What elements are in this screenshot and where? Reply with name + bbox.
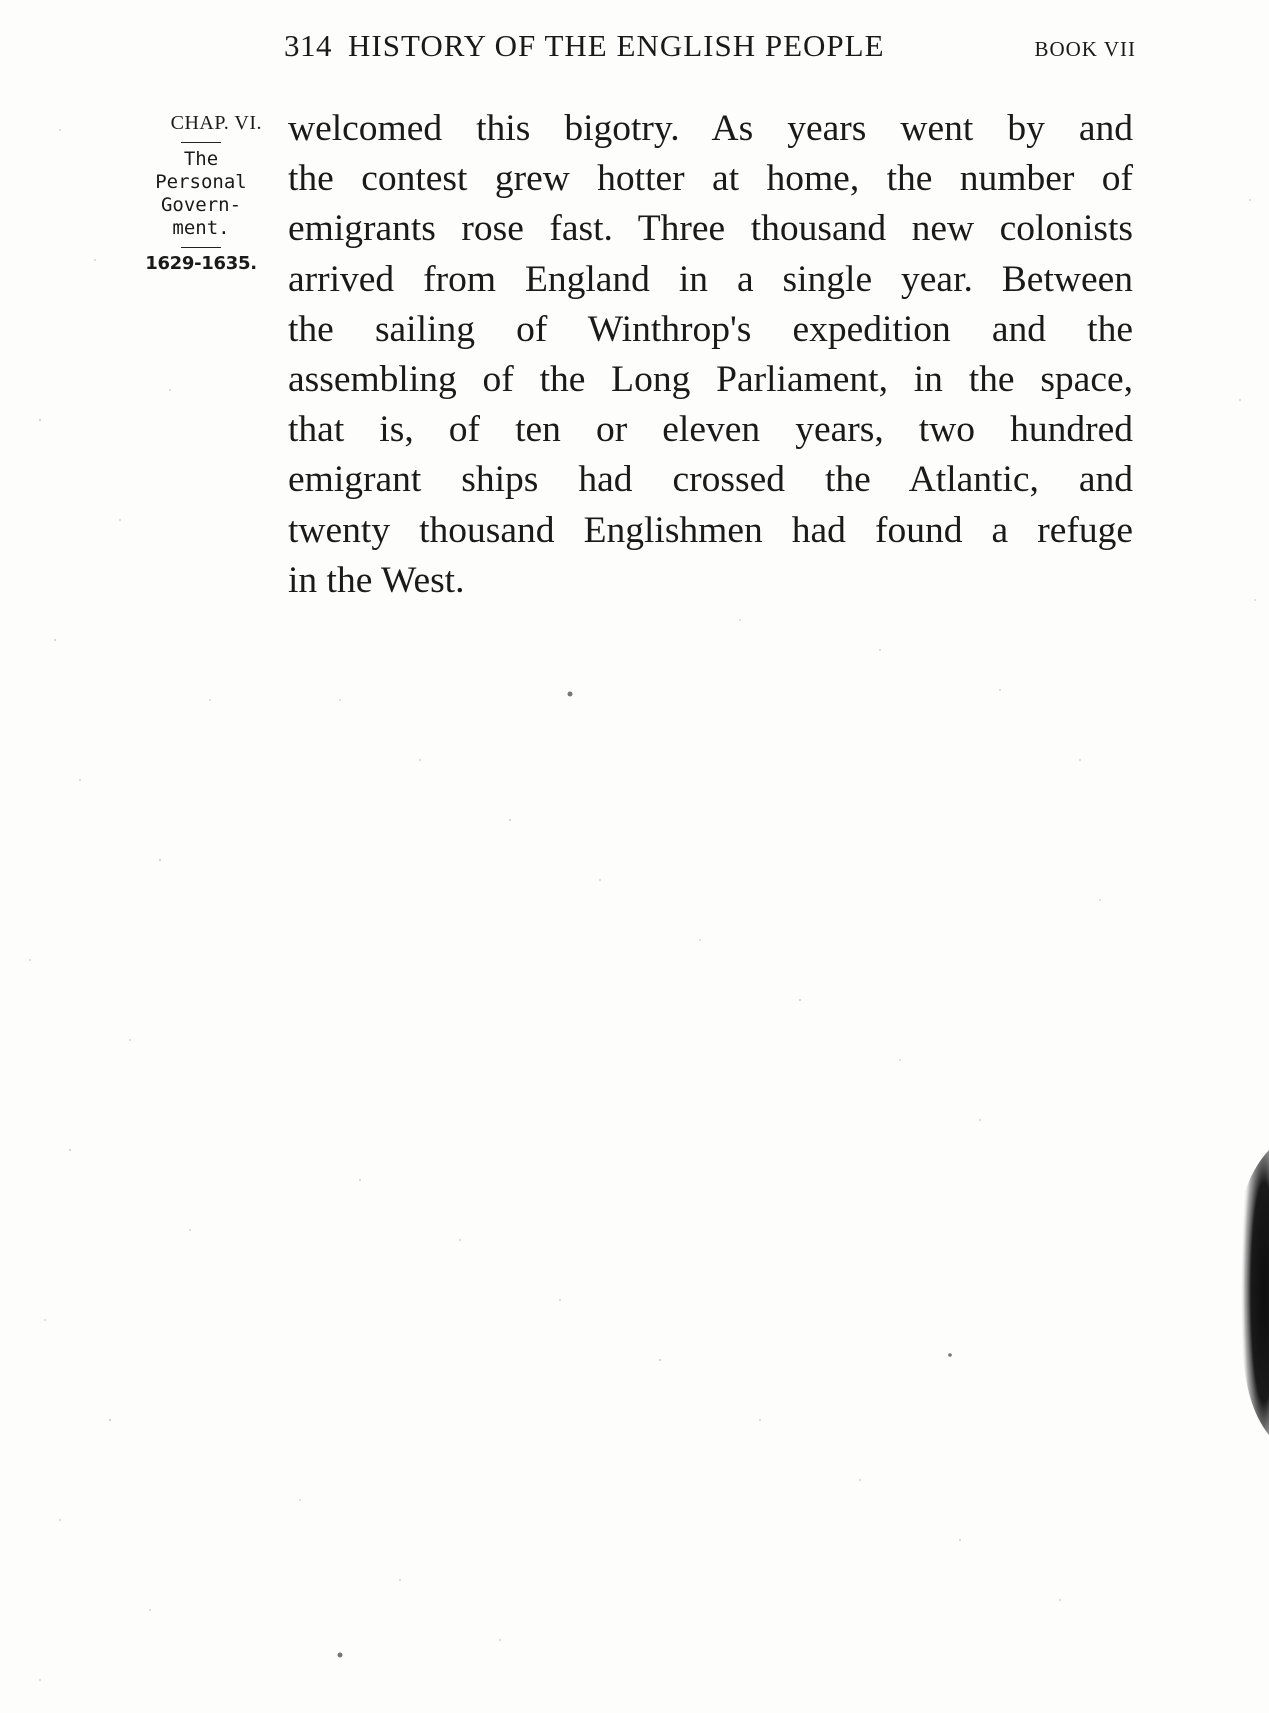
running-title: HISTORY OF THE ENGLISH PEOPLE [348,28,885,63]
page-number: 314 [284,28,332,63]
text-line: welcomed this bigotry. As years went by and [288,108,1133,149]
text-line: in the West. [288,559,465,601]
running-header [284,28,1136,72]
sidenote-topic: The Personal Govern- ment. [155,148,247,239]
book-label: BOOK VII [1034,37,1136,61]
sidenote-rule [181,247,221,248]
text-line: assembling of the Long Parliament, in the space, [288,358,1133,400]
binding-shadow [1211,1150,1269,1435]
text-line: the sailing of Winthrop's expedition and the [288,308,1133,350]
chapter-label: CHAP. VI. [170,112,262,134]
text-line: the contest grew hotter at home, the number of [288,158,1133,200]
text-line: arrived from England in a single year. Between [288,258,1133,300]
margin-sidenote [138,112,264,274]
sidenote-dates: 1629-1635. [145,253,257,274]
sidenote-rule [181,142,221,143]
text-line: that is, of ten or eleven years, two hundred [288,409,1133,451]
text-line: emigrants rose fast. Three thousand new colonists [288,208,1133,250]
text-line: twenty thousand Englishmen had found a refuge [288,509,1133,551]
body-paragraph [288,104,1133,606]
text-line: emigrant ships had crossed the Atlantic, and [288,459,1133,501]
